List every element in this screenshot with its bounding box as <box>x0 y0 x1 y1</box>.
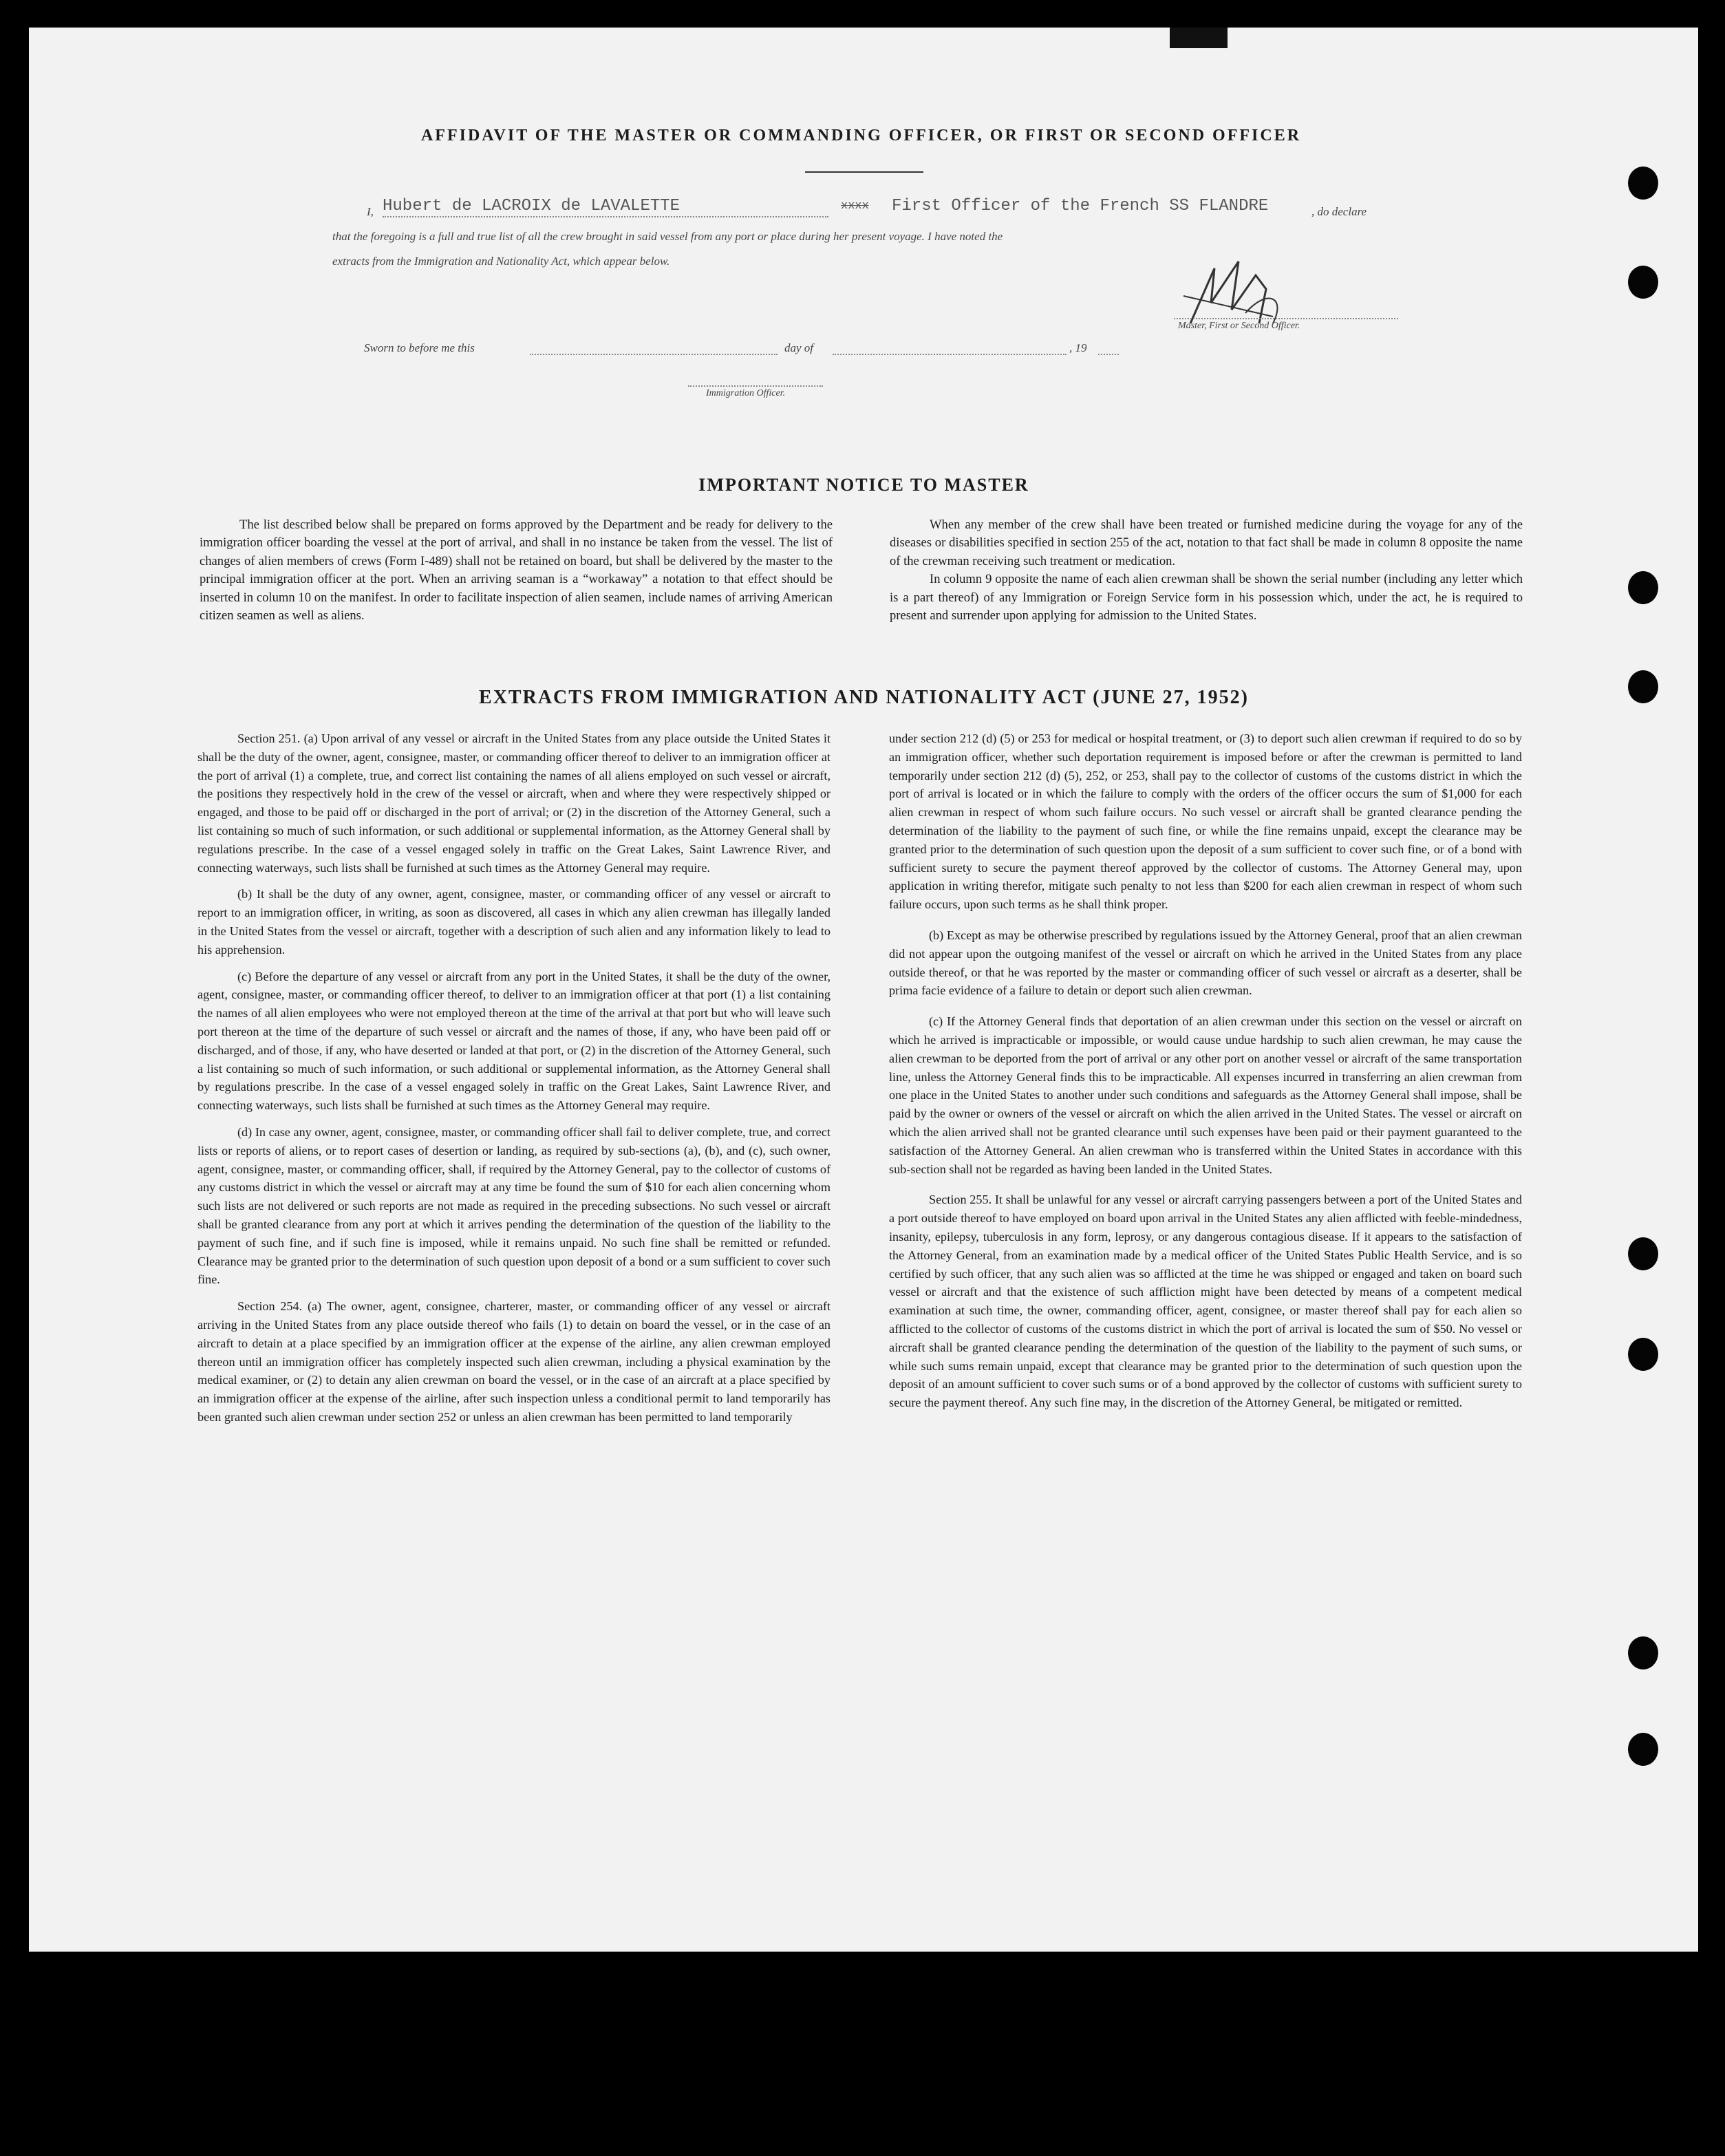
officer-caption: Immigration Officer. <box>706 388 786 398</box>
binder-hole <box>1628 167 1658 200</box>
form-title: AFFIDAVIT OF THE MASTER OR COMMANDING OFFICER, OR FIRST OR SECOND OFFICER <box>420 127 1302 145</box>
extracts-left-column <box>197 729 831 1427</box>
extract-paragraph: Section 251. (a) Upon arrival of any vessel or aircraft in the United States from any place outside the United States it shall be the duty of the owner, agent, consignee, master, or commanding officer thereof to deliver to an immigration officer at the port of arrival (1) a complete, true, and correct list containing the names of all aliens employed on such vessel or aircraft, the positions they respectively hold in the crew of the vessel or aircraft, when and where they were respectively shipped or engaged, and those to be paid off or discharged in the port of arrival; or (2) in the discretion of the Attorney General, such a list containing so much of such information, or such additional or supplemental information, as the Attorney General shall by regulations prescribe. In the case of a vessel engaged solely in traffic on the Great Lakes, Saint Lawrence River, and connecting waterways, such lists shall be furnished at such times as the Attorney General may require. <box>197 732 831 875</box>
extract-paragraph: Section 255. It shall be unlawful for any vessel or aircraft carrying passengers between a port of the United States and a port outside thereof to have employed on board upon arrival in the United States any alien afflicted with feeble-mindedness, insanity, epilepsy, tuberculosis in any form, leprosy, or any dangerous contagious disease. If it appears to the satisfaction of the Attorney General, from an examination made by a medical officer of the United States Public Health Service, and is so certified by such officer, that any such alien was so afflicted at the time he was shipped or engaged and taken on board such vessel or aircraft and that the existence of such affliction might have been detected by means of a competent medical examination at such time, the owner, commanding officer, agent, consignee, or master thereof shall pay for each alien so afflicted to the collector of customs of the customs district in which the port of arrival is located the sum of $50. No vessel or aircraft shall be granted clearance pending the determination of the question of the liability to the payment of such sums, or while such sums remain unpaid, except that clearance may be granted prior to the determination of such question upon the deposit of an amount sufficient to cover such sums or of a bond approved by the collector of customs with sufficient surety to secure the payment thereof. Any such fine may, in the discretion of the Attorney General, be mitigated or remitted. <box>889 1193 1522 1410</box>
binder-hole <box>1628 1733 1658 1766</box>
sworn-day: day of <box>784 341 814 354</box>
declaration-line: extracts from the Immigration and Nationality Act, which appear below. <box>332 255 670 268</box>
signature-line <box>1174 318 1398 319</box>
declarant-name: Hubert de LACROIX de LAVALETTE <box>383 197 681 215</box>
extract-paragraph: under section 212 (d) (5) or 253 for medical or hospital treatment, or (3) to deport such alien crewman if required to do so by an immigration officer, whether such deportation requirement is imposed before or after the crewman is permitted to land temporarily under section 212 (d) (5), 252, or 253, shall pay to the collector of customs of the customs district in which the port of arrival is located or in which the failure to comply with the orders of the officer occurs the sum of $1,000 for each alien crewman in respect of whom such failure occurs. No such vessel or aircraft shall be granted clearance pending the determination of the liability to the payment of such fine, or while the fine remains unpaid, except the clearance may be granted prior to the determination of such question upon the deposit of a sum sufficient to cover such fine, or of a bond with sufficient surety to secure the payment thereof approved by the collector of customs. The Attorney General may, upon application in writing therefor, mitigate such penalty to not less than $200 for each alien crewman in respect of whom such failure occurs, upon such terms as he shall think proper. <box>889 732 1522 912</box>
notice-paragraph: When any member of the crew shall have been treated or furnished medicine during the voyage for any of the diseases or disabilities specified in section 255 of the act, notation to that fact shall be made in column 8 opposite the name of the crewman receiving such treatment or medication. <box>890 517 1523 568</box>
name-line <box>383 216 828 217</box>
extract-paragraph: Section 254. (a) The owner, agent, consignee, charterer, master, or commanding officer of any vessel or aircraft arriving in the United States from any place outside thereof who fails (1) to detain on board the vessel, or in the case of an aircraft to detain at a place specified by an immigration officer at the expense of the airline, any alien crewman employed thereon until an immigration officer has completely inspected such alien crewman, including a physical examination by the medical examiner, or (2) to detain any alien crewman on board the vessel, or in the case of an aircraft at a place specified by an immigration officer at the expense of the airline, after such inspection unless a conditional permit to land temporarily has been granted such alien crewman under section 252 or unless an alien crewman has been permitted to land temporarily <box>197 1299 831 1424</box>
extracts-right-column <box>889 729 1522 1412</box>
sworn-year-line <box>1098 354 1119 355</box>
notice-right-column <box>890 516 1523 625</box>
notice-title: IMPORTANT NOTICE TO MASTER <box>698 475 1029 495</box>
binder-hole <box>1628 266 1658 299</box>
declaration-line: that the foregoing is a full and true list of all the crew brought in said vessel from any port or place during her present voyage. I have noted the <box>332 230 1003 243</box>
declare-suffix: , do declare <box>1311 205 1367 218</box>
extract-paragraph: (b) It shall be the duty of any owner, agent, consignee, master, or commanding officer of any vessel or aircraft to report to an immigration officer, in writing, as soon as discovered, all cases in which any alien crewman has illegally landed in the United States from the vessel or aircraft, together with a description of such alien and any information likely to lead to his apprehension. <box>197 887 831 957</box>
declarant-role: First Officer of the French SS FLANDRE <box>892 197 1269 215</box>
declarant-prefix: I, <box>367 205 374 218</box>
notice-paragraph: The list described below shall be prepared on forms approved by the Department and be ready for delivery to the immigration officer boarding the vessel at the port of arrival, and shall in no instance be taken from the vessel. The list of changes of alien members of crews (Form I-489) shall not be retained on board, but shall be delivered by the master to the principal immigration officer at the port. When an arriving seaman is a “workaway” a notation to that effect should be inserted in column 10 on the manifest. In order to facilitate inspection of alien seamen, include names of arriving American citizen seamen as well as aliens. <box>200 517 833 623</box>
notice-paragraph: In column 9 opposite the name of each alien crewman shall be shown the serial number (including any letter which is a part thereof) of any Immigration or Foreign Service form in his possession which, under the act, he is required to present and surrender upon applying for admission to the United States. <box>890 572 1523 623</box>
sworn-date-line <box>530 354 778 355</box>
signature-caption: Master, First or Second Officer. <box>1178 321 1300 331</box>
struck-text: xxxx <box>841 200 869 213</box>
extract-paragraph: (b) Except as may be otherwise prescribed by regulations issued by the Attorney General, proof that an alien crewman did not appear upon the outgoing manifest of the vessel or aircraft on which he arrived in the United States from any place outside thereof, or that he was reported by the master or commanding officer of such vessel or aircraft as a deserter, shall be prima facie evidence of a failure to detain or deport such alien crewman. <box>889 928 1522 998</box>
sworn-prefix: Sworn to before me this <box>364 341 475 354</box>
extract-paragraph: (c) If the Attorney General finds that deportation of an alien crewman under this section on the vessel or aircraft on which he arrived is impracticable or impossible, or would cause undue hardship to such alien crewman, he may cause the alien crewman to be deported from the port of arrival or any other port on another vessel or aircraft of the same transportation line, unless the Attorney General finds this to be impracticable. All expenses incurred in transferring an alien crewman from one place in the United States to another under such conditions and safeguards as the Attorney General shall impose, shall be paid by the owner or owners of the vessel or aircraft on which the alien arrived in the United States. The vessel or aircraft on which the alien arrived shall not be granted clearance until such expenses have been paid or their payment guaranteed to the satisfaction of the Attorney General. An alien crewman who is transferred within the United States in accordance with this sub-section shall not be regarded as having been landed in the United States. <box>889 1014 1522 1176</box>
extract-paragraph: (d) In case any owner, agent, consignee, master, or commanding officer shall fail to deliver complete, true, and correct lists or reports of aliens, or to report cases of desertion or landing, as required by sub-sections (a), (b), and (c), such owner, agent, consignee, master, or commanding officer, shall, if required by the Attorney General, pay to the collector of customs of any customs district in which the vessel or aircraft may at any time be found the sum of $10 for each alien concerning whom such lists are not delivered or such reports are not made as required in the preceding subsections. No such vessel or aircraft shall be granted clearance from any port at which it arrives pending the determination of the question of the liability to the payment of such fine, and if such fine is imposed, while it remains unpaid. No such fine shall be remitted or refunded. Clearance may be granted prior to the determination of such question upon deposit of a bond or a sum sufficient to cover such fine. <box>197 1124 831 1287</box>
scan-marker <box>1170 28 1228 48</box>
extract-paragraph: (c) Before the departure of any vessel or aircraft from any port in the United States, it shall be the duty of the owner, agent, consignee, master, or commanding officer thereof, to deliver to an immigration officer at that port (1) a list containing the names of all alien employees who were not employed thereon at the time of the arrival at that port but who will leave such port thereon at the time of the departure of such vessel or aircraft and the names of those, if any, who have been paid off or discharged, and of those, if any, who have deserted or landed at that port, or (2) in the discretion of the Attorney General, such a list containing so much of such information, or such additional or supplemental information, as the Attorney General shall by regulations prescribe. In the case of a vessel engaged solely in traffic on the Great Lakes, Saint Lawrence River, and connecting waterways, such lists shall be furnished at such times as the Attorney General may require. <box>197 969 831 1113</box>
extracts-title: EXTRACTS FROM IMMIGRATION AND NATIONALITY ACT (JUNE 27, 1952) <box>479 687 1249 708</box>
binder-hole <box>1628 1237 1658 1270</box>
sworn-month-line <box>833 354 1067 355</box>
binder-hole <box>1628 1636 1658 1669</box>
officer-signature-line <box>688 385 823 387</box>
sworn-year: , 19 <box>1069 341 1087 354</box>
binder-hole <box>1628 571 1658 604</box>
title-rule <box>805 171 923 173</box>
binder-hole <box>1628 1338 1658 1371</box>
notice-left-column <box>200 516 833 625</box>
